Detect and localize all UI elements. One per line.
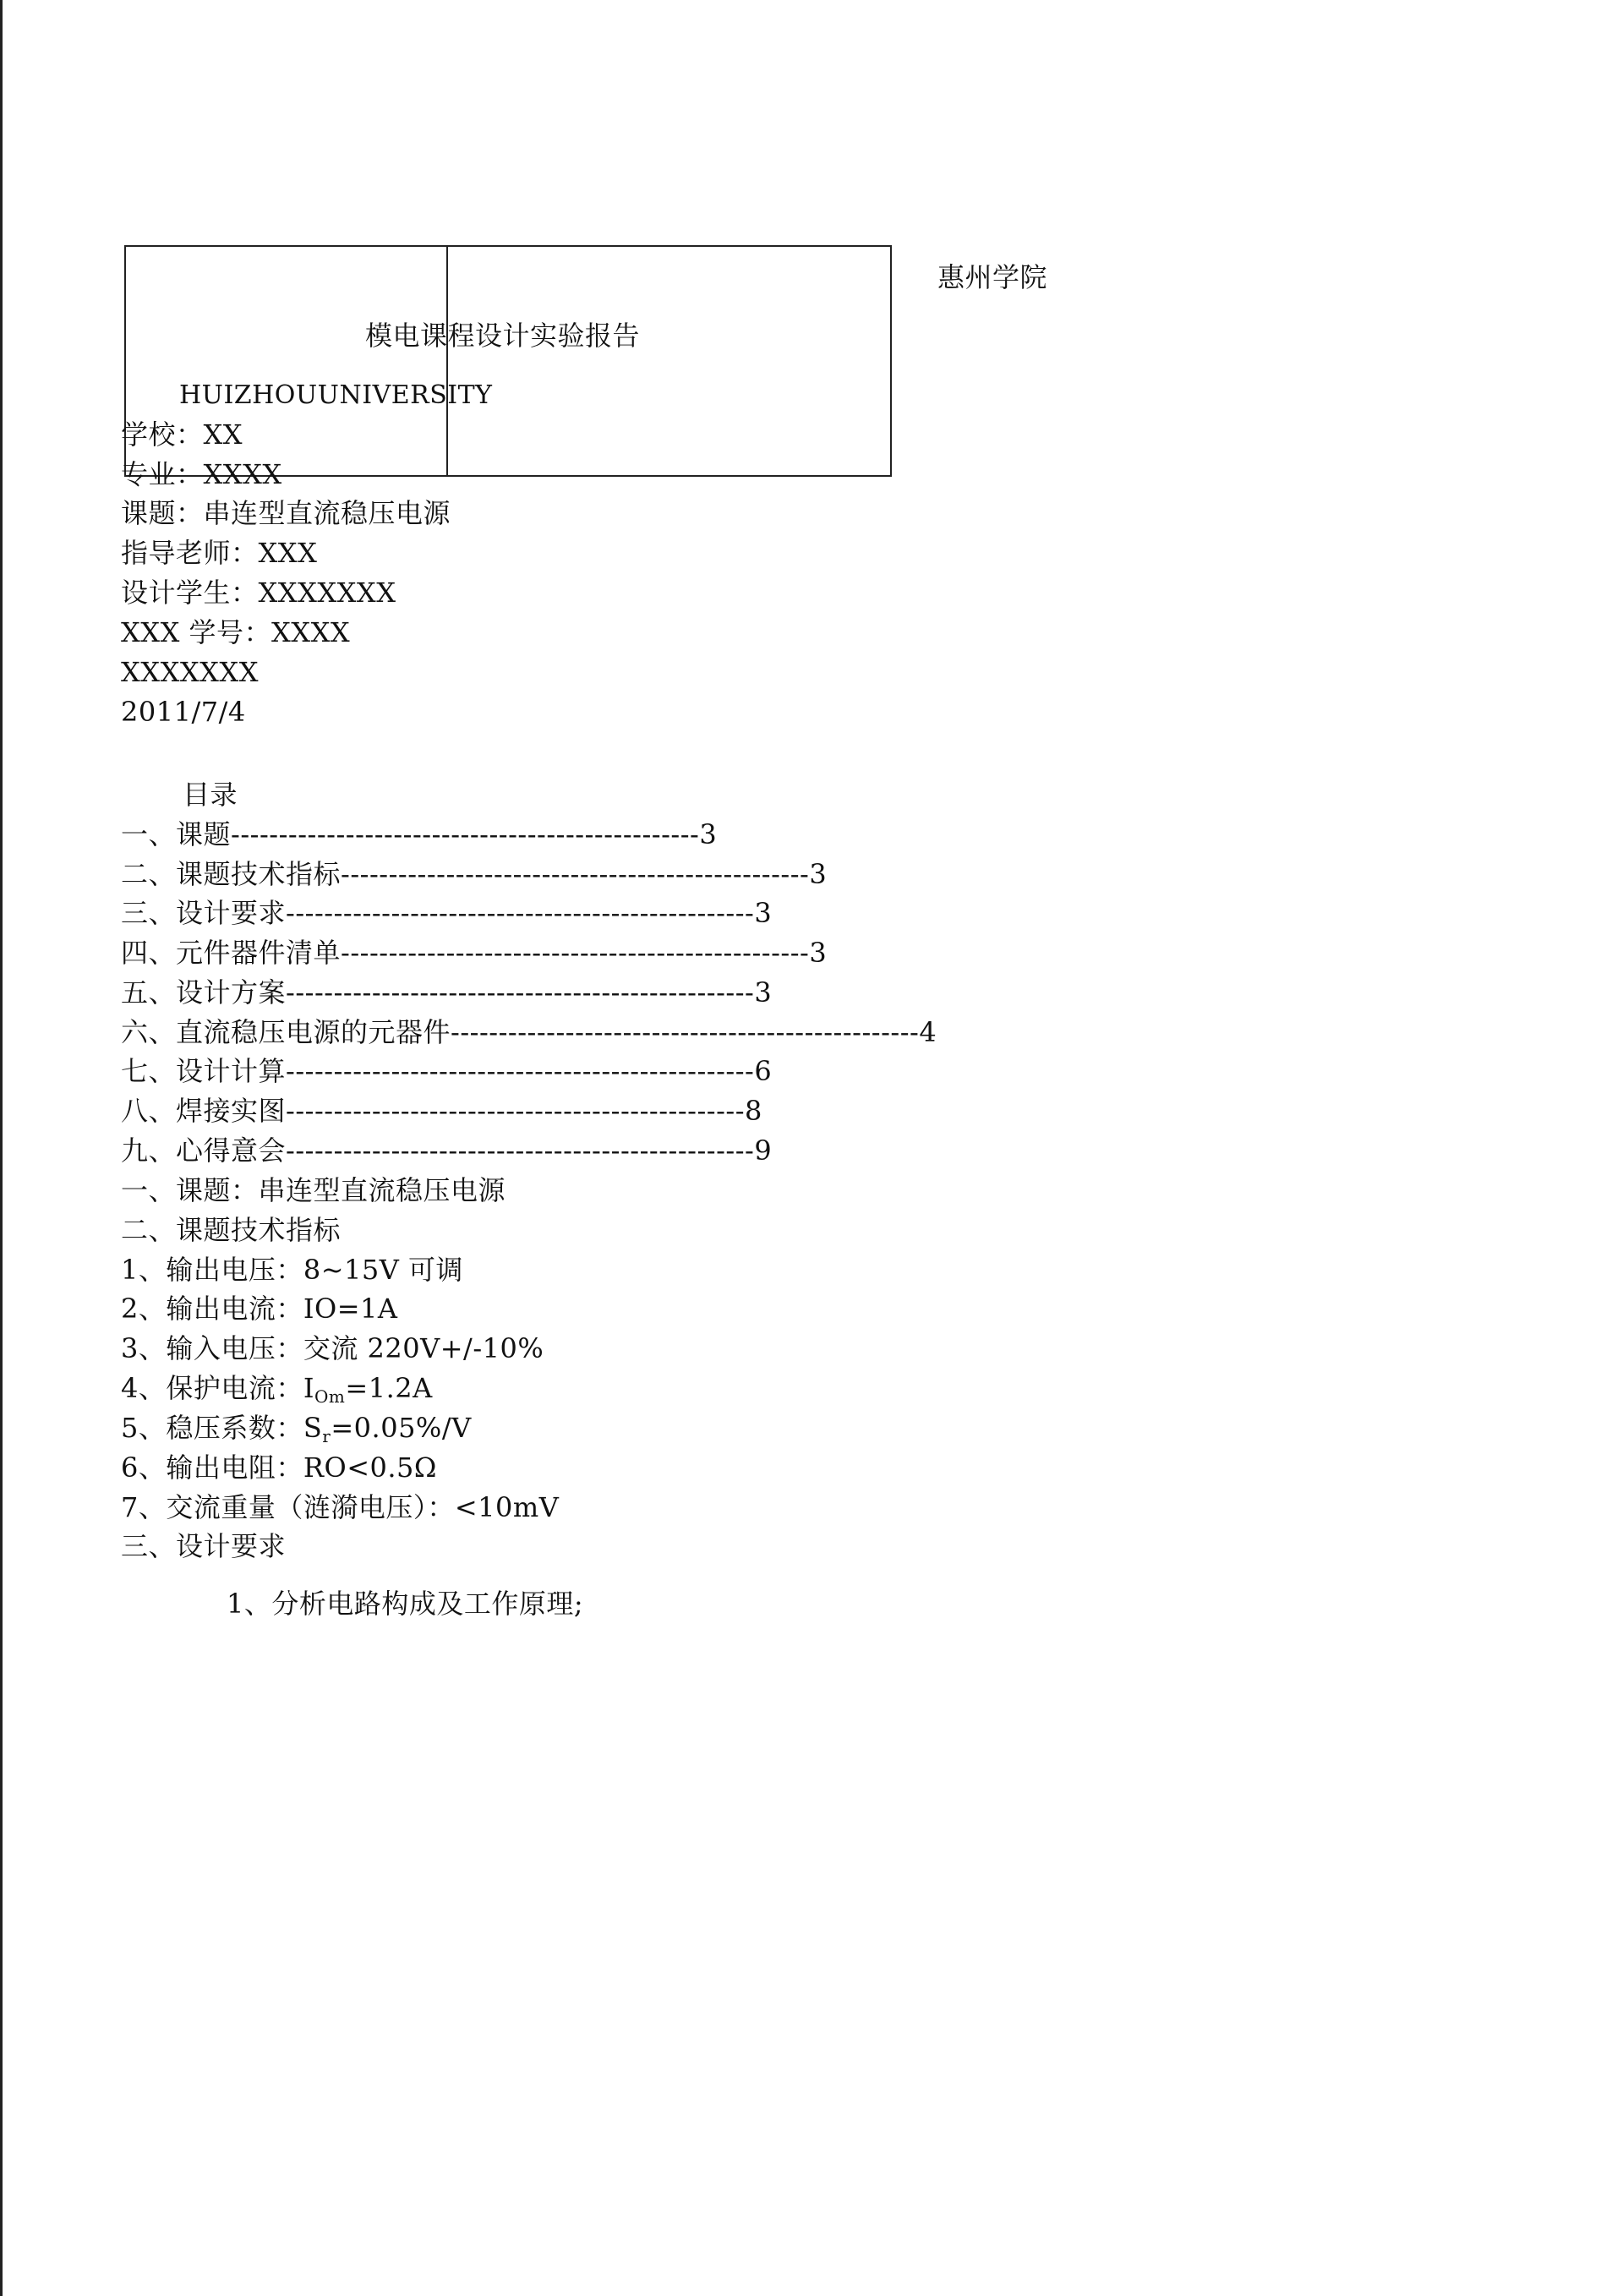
section-heading-specs: 二、课题技术指标 (121, 1214, 342, 1246)
section-heading-requirements: 三、设计要求 (121, 1530, 287, 1562)
spec-protection-current-suffix: =1.2A (345, 1372, 433, 1404)
toc-row: 四、元件器件清单-------------------------------------------------3 (121, 937, 828, 969)
spec-regulation-factor-prefix: 5、稳压系数：S (121, 1412, 323, 1444)
toc-row: 三、设计要求-------------------------------------------------3 (121, 897, 773, 929)
toc-row: 六、直流稳压电源的元器件-------------------------------------------------4 (121, 1016, 937, 1048)
header-table-divider (446, 247, 448, 475)
info-extra: XXXXXXX (121, 656, 259, 688)
toc-row: 一、课题-------------------------------------------------3 (121, 818, 718, 850)
toc-row: 二、课题技术指标-------------------------------------------------3 (121, 858, 828, 890)
spec-ripple-voltage: 7、交流重量（涟漪电压）：<10mV (121, 1491, 560, 1523)
section-heading-topic: 一、课题：串连型直流稳压电源 (121, 1174, 506, 1206)
university-english-name: HUIZHOUUNIVERSITY (179, 380, 493, 410)
spec-output-voltage: 1、输出电压：8~15V 可调 (121, 1254, 464, 1286)
info-school: 学校：XX (121, 418, 243, 451)
school-name: 惠州学院 (937, 261, 1048, 293)
info-date: 2011/7/4 (121, 696, 246, 728)
spec-input-voltage: 3、输入电压：交流 220V+/-10% (121, 1332, 544, 1364)
toc-row: 九、心得意会-------------------------------------------------9 (121, 1134, 773, 1167)
info-advisor: 指导老师：XXX (121, 537, 318, 569)
page-left-edge (0, 0, 3, 2296)
toc-row: 五、设计方案-------------------------------------------------3 (121, 976, 773, 1009)
toc-row: 八、焊接实图------------------------------------------------8 (121, 1095, 762, 1127)
spec-regulation-factor-suffix: =0.05%/V (331, 1412, 472, 1444)
requirement-item: 1、分析电路构成及工作原理; (227, 1588, 584, 1620)
spec-protection-current-prefix: 4、保护电流：I (121, 1372, 315, 1404)
info-topic: 课题：串连型直流稳压电源 (121, 497, 451, 529)
info-major: 专业：XXXX (121, 458, 282, 490)
spec-output-current: 2、输出电流：IO=1A (121, 1293, 398, 1325)
report-title: 模电课程设计实验报告 (365, 320, 641, 352)
spec-regulation-factor (121, 1411, 472, 1445)
toc-row: 七、设计计算-------------------------------------------------6 (121, 1055, 773, 1087)
spec-output-resistance: 6、输出电阻：RO<0.5Ω (121, 1451, 437, 1484)
spec-regulation-factor-subscript: r (322, 1426, 331, 1446)
info-student-id: XXX 学号：XXXX (121, 616, 351, 648)
info-student: 设计学生：XXXXXXX (121, 577, 396, 609)
spec-protection-current-subscript: Om (314, 1386, 346, 1407)
spec-protection-current (121, 1371, 433, 1405)
toc-title: 目录 (183, 779, 238, 811)
